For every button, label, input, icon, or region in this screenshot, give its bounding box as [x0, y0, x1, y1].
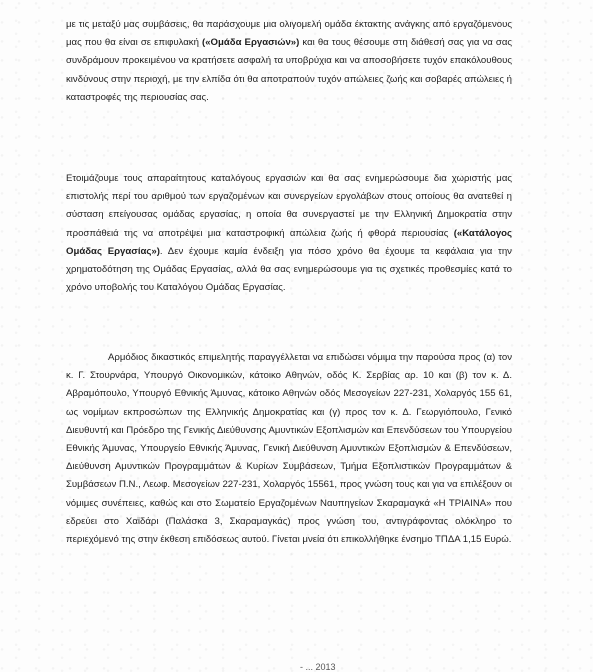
paragraph-2-text	[66, 170, 512, 297]
paragraph-1-segment: με τις μεταξύ μας συμβάσεις, θα παράσχουμε μια ολιγομελή ομάδα έκτακτης ανάγκης από εργαζόμενους μας που θα είναι σε επιφυλακή	[66, 19, 512, 49]
footer-fragment: - ... 2013	[300, 662, 336, 672]
paragraph-2-segment: . Δεν έχουμε καμία ένδειξη για πόσο χρόνο θα έχουμε τα κεφάλαια για την χρηματοδότηση της Ομάδας Εργασίας, αλλά θα σας ενημερώσουμε για τις σχετικές προθεσμίες κατά το χρόνο υποβολής του Καταλόγου Ομάδας Εργασίας.	[66, 245, 512, 294]
paragraph-3	[66, 349, 512, 549]
paragraph-2-bold-term: («Κατάλογος Ομάδας Εργασίας»)	[66, 227, 512, 257]
paragraph-1-segment: και θα τους θέσουμε στη διάθεσή σας για να σας συνδράμουν προκειμένου να κρατήσετε ασφαλή τα υποβρύχια και να αποσοβήσετε τυχόν επακόλουθους κινδύνους στην περιοχή, με την ελπίδα ότι θα αποτραπούν τυχόν απώλειες ζωής και σοβαρές απώλειες ή καταστροφές της περιουσίας σας.	[66, 37, 513, 103]
paragraph-3-segment: Αρμόδιος δικαστικός επιμελητής παραγγέλλεται να επιδώσει νόμιμα την παρούσα προς (α) τον κ. Γ. Στουρνάρα, Υπουργό Οικονομικών, κάτοικο Αθηνών, οδός Κ. Σερβίας αρ. 10 και (β) τον κ. Δ. Αβραμόπουλο, Υπουργό Εθνικής Άμυνας, κάτοικο Αθηνών οδός Μεσογείων 227-231, Χολαργός 155 61, ως νομίμων εκπροσώπων της Ελληνικής Δημοκρατίας και (γ) προς τον κ. Δ. Γεωργιόπουλο, Γενικό Διευθυντή και Πρόεδρο της Γενικής Διεύθυνσης Αμυντικών Εξοπλισμών και Επενδύσεων του Υπουργείου Εθνικής Άμυνας, Υπουργείο Εθνικής Άμυνας, Γενική Διεύθυνση Αμυντικών Εξοπλισμών & Επενδύσεων, Διεύθυνση Αμυντικών Προγραμμάτων & Κυρίων Συμβάσεων, Τμήμα Εξοπλιστικών Προγραμμάτων & Συμβάσεων Π.Ν., Λεωφ. Μεσογείων 227-231, Χολαργός 15561, προς γνώση τους και για να επιλέξουν οι νόμιμες συνέπειες, καθώς και στο Σωματείο Εργαζομένων Ναυπηγείων Σκαραμαγκά «Η ΤΡΙΑΙΝΑ» που εδρεύει στο Χαϊδάρι (Παλάσκα 3, Σκαραμαγκάς) προς γνώση του, αντιγράφοντας ολόκληρο το περιεχόμενό της στην έκθεση επιδόσεως αυτού. Γίνεται μνεία ότι επικολλήθηκε ένσημο ΤΠΔΑ 1,15 Ευρώ.	[66, 352, 512, 546]
paragraph-1-bold-term: («Ομάδα Εργασιών»)	[202, 37, 300, 49]
paragraph-1	[66, 16, 512, 107]
paragraph-2-segment: Ετοιμάζουμε τους απαραίτητους καταλόγους εργασιών και θα σας ενημερώσουμε δια χωριστής μας επιστολής περί του αριθμού των εργαζομένων και συνεργείων εργολάβων στους οποίους θα ανατεθεί η σύσταση επείγουσας ομάδας εργασίας, η οποία θα συνεργαστεί με την Ελληνική Δημοκρατία στην προσπάθειά της να αποτρέψει μια καταστροφική απώλεια ζωής ή φθορά περιουσίας	[66, 173, 512, 239]
paragraph-1-text	[66, 16, 512, 107]
paragraph-3-text	[66, 349, 512, 549]
paragraph-2	[66, 170, 512, 297]
